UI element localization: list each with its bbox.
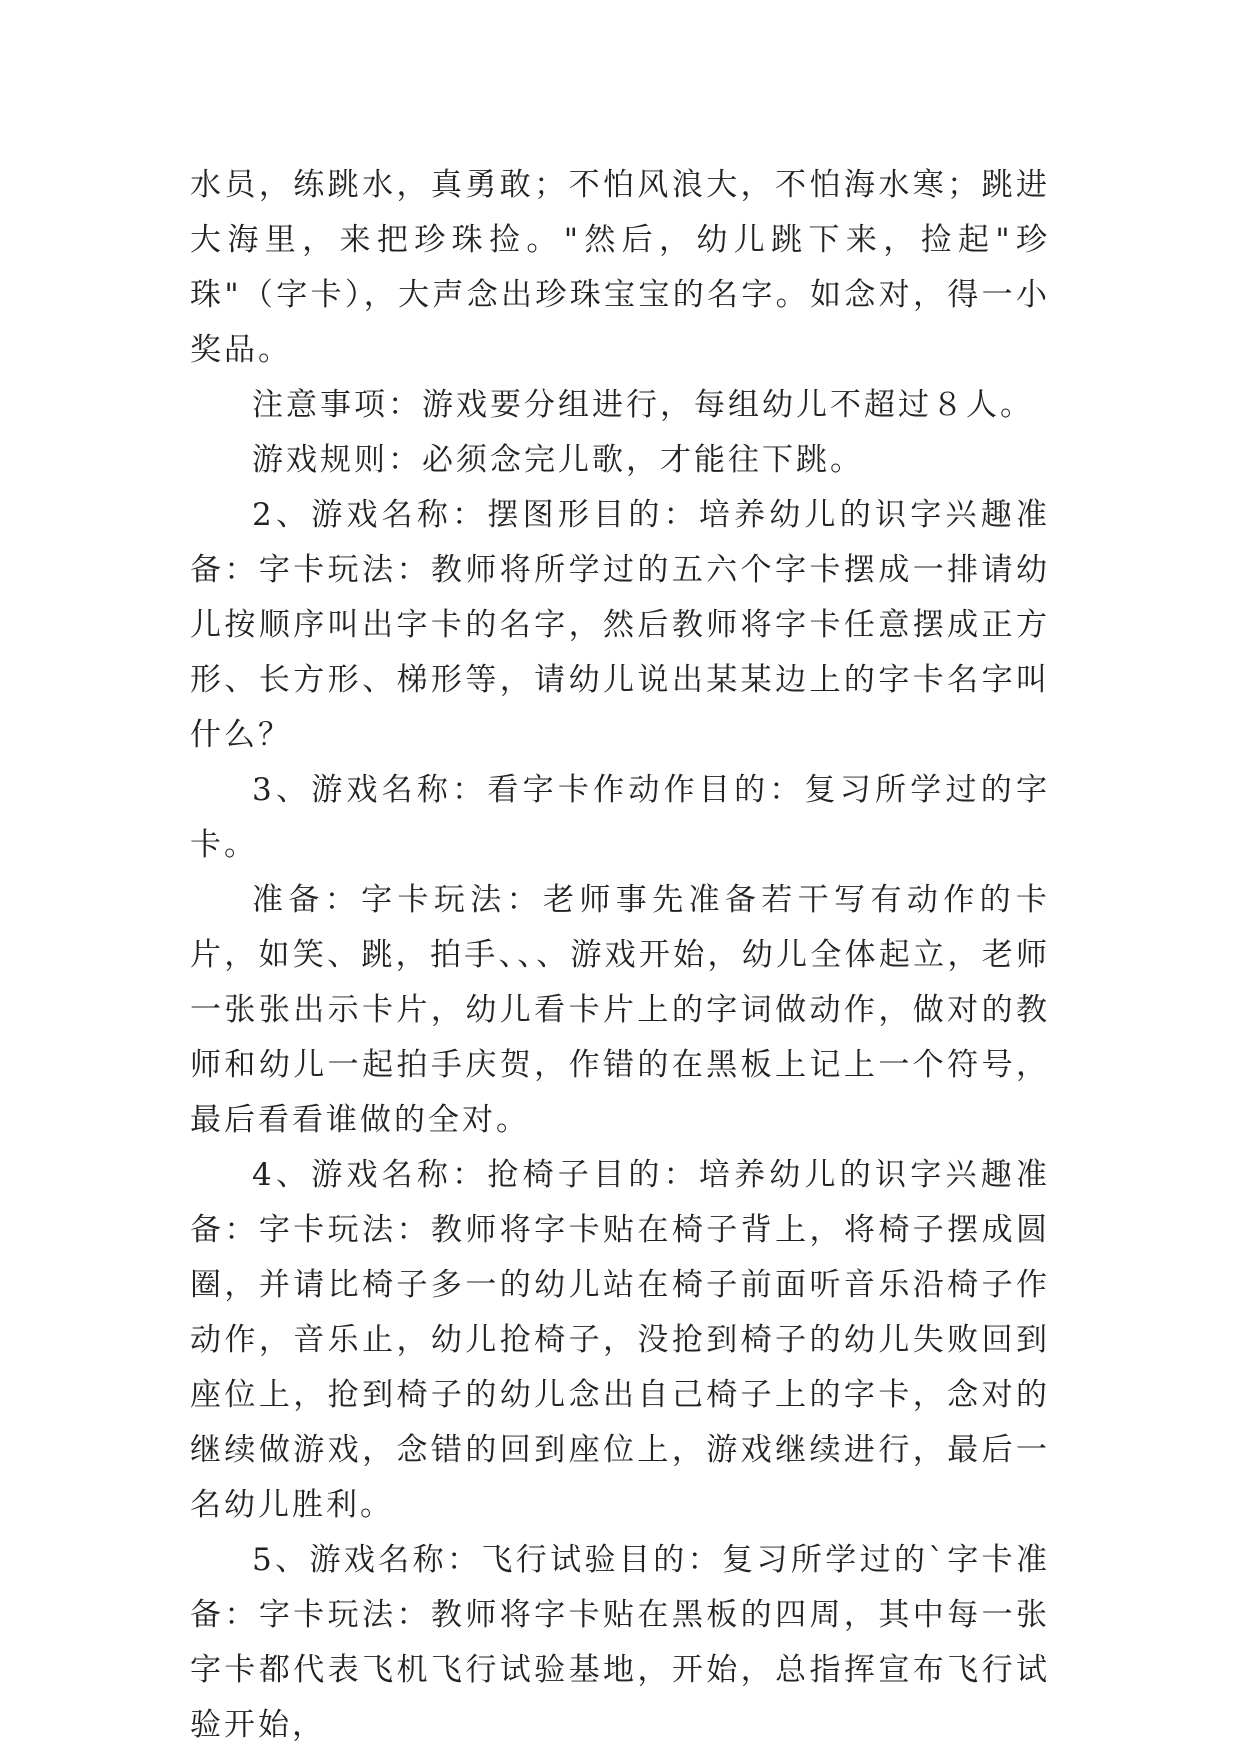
paragraph-2: 注意事项：游戏要分组进行，每组幼儿不超过８人。 <box>252 387 1034 423</box>
paragraph-7: 4、游戏名称：抢椅子目的：培养幼儿的识字兴趣准备：字卡玩法：教师将字卡贴在椅子背上，将椅子摆成圆圈，并请比椅子多一的幼儿站在椅子前面听音乐沿椅子作动作，音乐止，幼儿抢椅子，没抢到椅子的幼儿失败回到座位上，抢到椅子的幼儿念出自己椅子上的字卡，念对的继续做游戏，念错的回到座位上，游戏继续进行，最后一名幼儿胜利。 <box>190 1157 1050 1523</box>
paragraph-8: 5、游戏名称：飞行试验目的：复习所学过的`字卡准备：字卡玩法：教师将字卡贴在黑板的四周，其中每一张字卡都代表飞机飞行试验基地，开始，总指挥宣布飞行试验开始， <box>190 1542 1050 1743</box>
paragraph-5: 3、游戏名称：看字卡作动作目的：复习所学过的字卡。 <box>190 772 1050 863</box>
paragraph-3: 游戏规则：必须念完儿歌，才能往下跳。 <box>252 442 864 478</box>
paragraph-1: 水员，练跳水，真勇敢；不怕风浪大，不怕海水寒；跳进大海里，来把珍珠捡。"然后，幼儿跳下来，捡起"珍珠"（字卡），大声念出珍珠宝宝的名字。如念对，得一小奖品。 <box>190 167 1050 368</box>
document-body <box>190 158 1050 1753</box>
paragraph-6: 准备：字卡玩法：老师事先准备若干写有动作的卡片，如笑、跳，拍手、、、游戏开始，幼儿全体起立，老师一张张出示卡片，幼儿看卡片上的字词做动作，做对的教师和幼儿一起拍手庆贺，作错的在黑板上记上一个符号，最后看看谁做的全对。 <box>190 882 1050 1138</box>
paragraph-4: 2、游戏名称：摆图形目的：培养幼儿的识字兴趣准备：字卡玩法：教师将所学过的五六个字卡摆成一排请幼儿按顺序叫出字卡的名字，然后教师将字卡任意摆成正方形、长方形、梯形等，请幼儿说出某某边上的字卡名字叫什么？ <box>190 497 1050 753</box>
